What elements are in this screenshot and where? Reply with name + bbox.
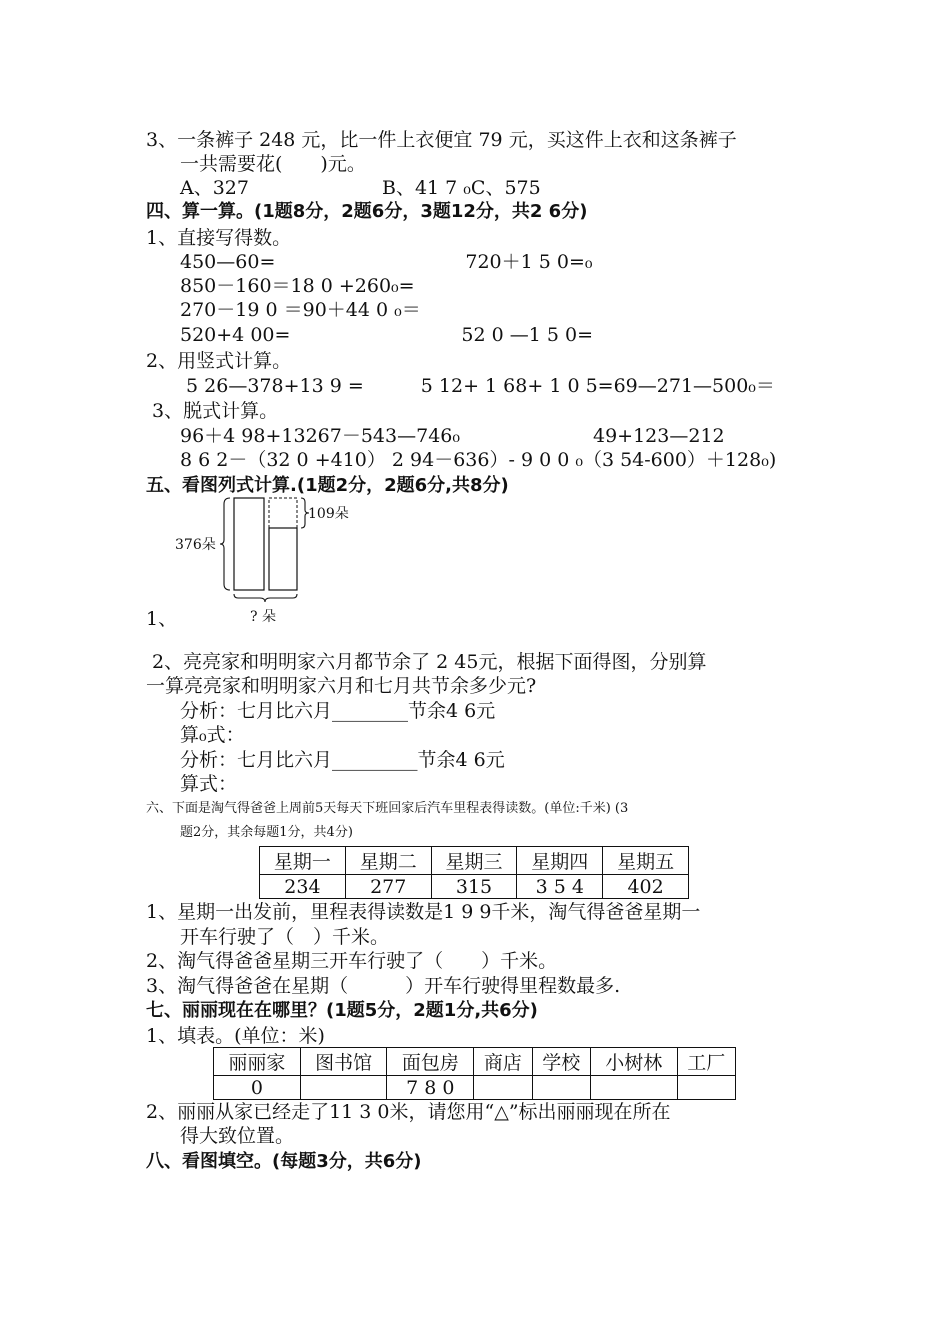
section-6-title-line-1: 六、下面是淘气得爸爸上周前5天每天下班回家后汽车里程表得读数。(单位:千米) (3 <box>146 801 629 816</box>
section-4-part-1-line: 520+4 00= 52 0 —1 5 0= <box>180 324 594 346</box>
table-header-cell: 工厂 <box>677 1048 735 1076</box>
table-header-cell: 面包房 <box>387 1048 474 1076</box>
table-cell <box>474 1076 532 1100</box>
table-header-cell: 丽丽家 <box>214 1048 301 1076</box>
section-6-q3: 3、淘气得爸爸在星期（ ）开车行驶得里程数最多. <box>146 975 621 997</box>
section-7-q2-line-1: 2、丽丽从家已经走了11 3 0米，请您用“△”标出丽丽现在所在 <box>146 1101 671 1123</box>
table-cell: 277 <box>345 875 431 899</box>
question-3-line-2: 一共需要花( )元。 <box>180 153 366 175</box>
section-4-part-1-title: 1、直接写得数。 <box>146 227 292 249</box>
table-cell <box>532 1076 590 1100</box>
section-6-q1-line-1: 1、星期一出发前，里程表得读数是1 9 9千米，淘气得爸爸星期一 <box>146 901 701 923</box>
left-brace <box>220 498 230 590</box>
table-header-cell: 星期一 <box>260 847 346 875</box>
table-row <box>260 875 689 899</box>
table-cell: 3 5 4 <box>517 875 603 899</box>
table-header-cell: 星期二 <box>345 847 431 875</box>
section-6-q2: 2、淘气得爸爸星期三开车行驶了（ ）千米。 <box>146 950 558 972</box>
question-3-line-1: 3、一条裤子 248 元，比一件上衣便宜 79 元，买这件上衣和这条裤子 <box>146 129 737 151</box>
table-header-cell: 商店 <box>474 1048 532 1076</box>
table-cell: 315 <box>431 875 517 899</box>
section-6-q1-line-2: 开车行驶了（ ）千米。 <box>180 926 390 948</box>
section-4-part-1-line: 270－19 0 ＝90＋44 0 ₀＝ <box>180 299 421 321</box>
section-4-part-3-title: 3、脱式计算。 <box>146 400 279 422</box>
section-4-part-1-line: 850－160＝18 0 +260₀= <box>180 275 415 297</box>
location-table <box>213 1047 736 1100</box>
question-3-options: A、327 B、41 7 ₀C、575 <box>180 177 541 199</box>
section-4-title: 四、算一算。(1题8分，2题6分，3题12分，共2 6分) <box>146 201 588 222</box>
table-header-cell: 星期三 <box>431 847 517 875</box>
tall-bar <box>234 498 264 590</box>
section-7-q1: 1、填表。(单位：米) <box>146 1025 325 1047</box>
section-4-part-2-line: 5 26—378+13 9 = 5 12+ 1 68+ 1 0 5=69—271—500₀＝ <box>180 375 775 397</box>
table-cell: 234 <box>260 875 346 899</box>
section-8-title: 八、看图填空。(每题3分，共6分) <box>146 1151 422 1172</box>
table-header-cell: 星期四 <box>517 847 603 875</box>
table-cell: 7 8 0 <box>387 1076 474 1100</box>
analysis-1: 分析：七月比六月________节余4 6元 <box>180 700 496 722</box>
section-4-part-1-line: 450—60= 720＋1 5 0=₀ <box>180 251 593 273</box>
section-5-title: 五、看图列式计算.(1题2分，2题6分,共8分) <box>146 475 509 496</box>
section-7-title: 七、丽丽现在在哪里？(1题5分，2题1分,共6分) <box>146 1000 538 1021</box>
table-header-cell: 学校 <box>532 1048 590 1076</box>
table-cell: 0 <box>214 1076 301 1100</box>
section-7-q2-line-2: 得大致位置。 <box>180 1125 295 1147</box>
right-label: 109朵 <box>308 506 349 522</box>
bar-diagram <box>170 494 370 630</box>
table-header-cell: 图书馆 <box>300 1048 387 1076</box>
bottom-brace <box>234 594 297 602</box>
section-5-item-1: 1、 <box>146 608 178 630</box>
table-header-cell: 星期五 <box>603 847 689 875</box>
table-cell <box>590 1076 677 1100</box>
section-4-part-3-line-1: 96＋4 98+13267－543—746₀ 49+123—212 <box>180 425 725 447</box>
table-row <box>260 847 689 875</box>
table-header-cell: 小树林 <box>590 1048 677 1076</box>
section-4-part-3-line-2: 8 6 2－（32 0 +410） 2 94－636）- 9 0 0 ₀（3 54-600）＋128₀) <box>180 449 777 471</box>
bottom-label: ? 朵 <box>250 609 276 625</box>
left-label: 376朵 <box>175 537 216 553</box>
table-row <box>214 1076 736 1100</box>
table-cell: 402 <box>603 875 689 899</box>
section-5-item-2-line-1: 2、亮亮家和明明家六月都节余了 2 45元，根据下面得图，分别算 <box>146 651 707 673</box>
analysis-2: 分析：七月比六月_________节余4 6元 <box>180 749 505 771</box>
short-bar <box>269 528 297 590</box>
section-5-item-2-line-2: 一算亮亮家和明明家六月和七月共节余多少元? <box>146 675 537 697</box>
formula-2: 算式： <box>180 773 238 795</box>
table-cell <box>300 1076 387 1100</box>
formula-1: 算₀式： <box>180 724 245 746</box>
section-6-title-line-2: 题2分，其余每题1分，共4分) <box>180 825 353 840</box>
odometer-table <box>259 846 689 899</box>
dashed-extension <box>269 498 297 528</box>
table-row <box>214 1048 736 1076</box>
section-4-part-2-title: 2、用竖式计算。 <box>146 350 292 372</box>
table-cell <box>677 1076 735 1100</box>
